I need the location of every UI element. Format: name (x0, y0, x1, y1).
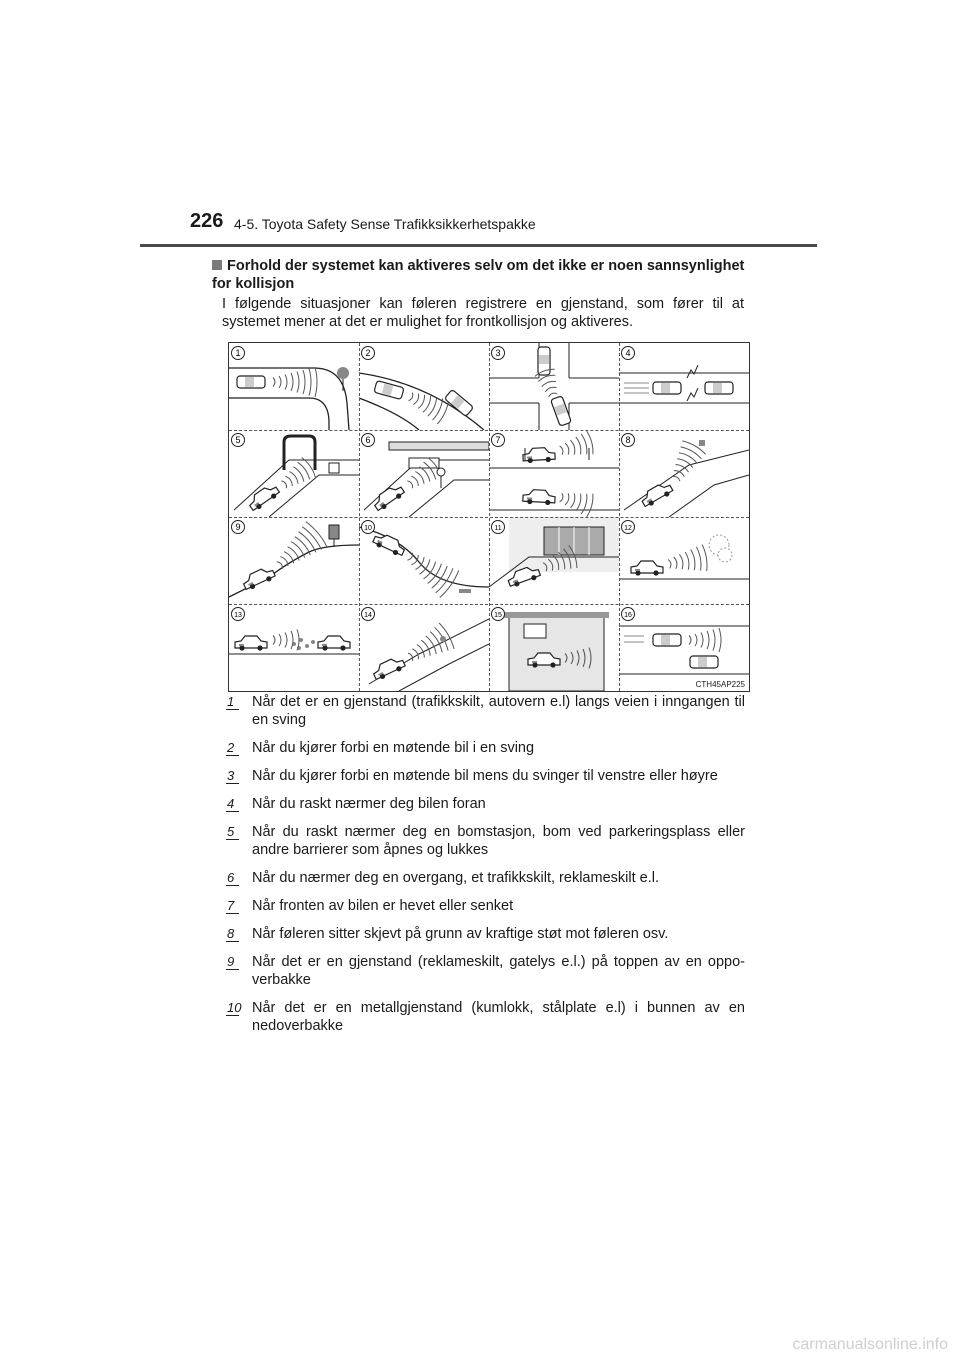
scene-illustration (619, 517, 749, 604)
illustration-panel (229, 430, 359, 517)
panel-number: 1 (235, 348, 241, 358)
item-number: 4 (227, 796, 235, 811)
condition-list (227, 693, 745, 1045)
scene-illustration (489, 343, 619, 430)
list-item (227, 823, 745, 859)
illustration-panel (359, 604, 489, 691)
item-number: 1 (227, 694, 235, 709)
item-number: 6 (227, 870, 235, 885)
section-heading (212, 257, 752, 293)
item-number: 8 (227, 926, 235, 941)
item-text: Når du kjører forbi en møtende bil i en sving (252, 740, 535, 756)
item-number: 3 (227, 768, 235, 783)
illustration-panel (619, 430, 749, 517)
scene-illustration (359, 604, 489, 691)
page-number: 226 (190, 210, 224, 232)
grid-divider (229, 517, 749, 518)
illustration-panel (359, 343, 489, 430)
panel-number: 16 (624, 612, 632, 619)
illustration-panel (489, 343, 619, 430)
scene-illustration (489, 604, 619, 691)
illustration-panel (359, 517, 489, 604)
item-number: 9 (227, 954, 235, 969)
list-item (227, 999, 745, 1035)
list-item (227, 869, 745, 887)
grid-divider (229, 430, 749, 431)
panel-number: 14 (364, 612, 372, 619)
item-number: 10 (227, 1000, 242, 1015)
list-item (227, 795, 745, 813)
item-text: Når fronten av bilen er hevet eller senket (252, 898, 514, 914)
list-item (227, 897, 745, 915)
panel-number: 7 (495, 435, 501, 445)
illustration-panel (619, 517, 749, 604)
illustration-panel (229, 604, 359, 691)
section-heading-text: Forhold der systemet kan aktiveres selv om det ikke er noen sannsynlighet for kollisjon (212, 258, 745, 292)
scene-illustration (359, 430, 489, 517)
illustration-panel (229, 343, 359, 430)
illustration-panel (489, 517, 619, 604)
illustration-panel (619, 604, 749, 691)
panel-number: 10 (364, 525, 372, 532)
scene-illustration (489, 430, 619, 517)
list-item (227, 739, 745, 757)
item-text: Når det er en gjenstand (reklameskilt, gatelys e.l.) på toppen av en oppo-verbakke (252, 954, 745, 988)
illustration-grid (228, 342, 750, 692)
item-text: Når du kjører forbi en møtende bil mens du svinger til venstre eller høyre (252, 768, 718, 784)
illustration-panel (359, 430, 489, 517)
bullet-square-icon (212, 260, 222, 270)
item-text: Når det er en metallgjenstand (kumlokk, stålplate e.l) i bunnen av en nedoverbakke (252, 1000, 745, 1034)
scene-illustration (229, 517, 359, 604)
item-text: Når du raskt nærmer deg bilen foran (252, 796, 486, 812)
panel-number: 3 (495, 348, 501, 358)
panel-number: 12 (624, 525, 632, 532)
illustration-panel (619, 343, 749, 430)
scene-illustration (229, 430, 359, 517)
illustration-panel (229, 517, 359, 604)
scene-illustration (619, 343, 749, 430)
grid-divider (229, 604, 749, 605)
figure-code: CTH45AP225 (695, 680, 745, 689)
scene-illustration (359, 517, 489, 604)
scene-illustration (619, 430, 749, 517)
panel-number: 4 (625, 348, 631, 358)
list-item (227, 925, 745, 943)
item-number: 7 (227, 898, 235, 913)
header-rule (140, 244, 817, 247)
panel-number: 13 (234, 612, 242, 619)
item-text: Når du nærmer deg en overgang, et trafikkskilt, reklameskilt e.l. (252, 870, 659, 886)
chapter-title: 4-5. Toyota Safety Sense Trafikksikkerhetspakke (234, 216, 536, 232)
item-text: Når føleren sitter skjevt på grunn av kraftige støt mot føleren osv. (252, 926, 669, 942)
watermark: carmanualsonline.info (792, 1336, 948, 1353)
panel-number: 11 (494, 525, 502, 532)
intro-paragraph: I følgende situasjoner kan føleren registrere en gjenstand, som fører til at systemet mener at det er mulighet for frontkollisjon og aktiveres. (222, 296, 744, 330)
scene-illustration (359, 343, 489, 430)
scene-illustration (619, 604, 749, 691)
scene-illustration (489, 517, 619, 604)
panel-number: 2 (365, 348, 371, 358)
list-item (227, 953, 745, 989)
illustration-panel (489, 430, 619, 517)
panel-number: 5 (235, 435, 241, 445)
item-text: Når det er en gjenstand (trafikkskilt, autovern e.l) langs veien i inngangen til en sving (252, 694, 745, 728)
item-number: 5 (227, 824, 235, 839)
list-item (227, 693, 745, 729)
panel-number: 6 (365, 435, 371, 445)
panel-number: 9 (235, 522, 241, 532)
panel-number: 15 (494, 612, 502, 619)
illustration-panel (489, 604, 619, 691)
panel-number: 8 (625, 435, 631, 445)
list-item (227, 767, 745, 785)
item-number: 2 (227, 740, 235, 755)
item-text: Når du raskt nærmer deg en bomstasjon, bom ved parkeringsplass eller andre barrierer som åpnes og lukkes (252, 824, 745, 858)
scene-illustration (229, 604, 359, 691)
scene-illustration (229, 343, 359, 430)
